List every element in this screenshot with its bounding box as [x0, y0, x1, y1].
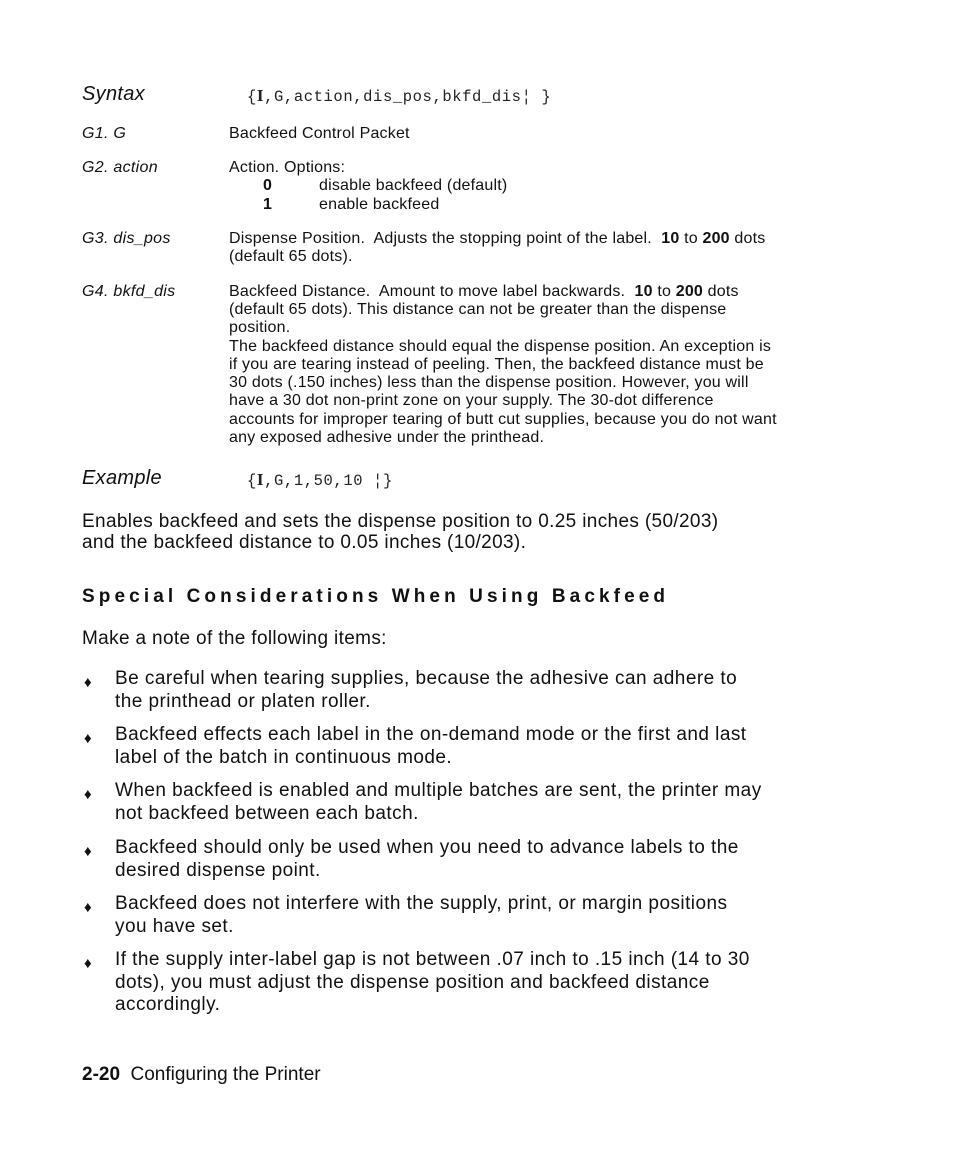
intro-text: Make a note of the following items: [82, 628, 387, 649]
field-desc-g3: Dispense Position. Adjusts the stopping point of the label. 10 to 200 dots [229, 230, 766, 247]
page-number: 2-20 [82, 1064, 121, 1085]
field-desc-g4: Backfeed Distance. Amount to move label backwards. 10 to 200 dots [229, 283, 739, 300]
field-desc-g2: Action. Options: [229, 159, 346, 176]
bullet-diamond-icon: ♦ [84, 843, 92, 860]
bullet-diamond-icon: ♦ [84, 899, 92, 916]
bullet-item: Backfeed should only be used when you need to advance labels to the desired dispense point. [115, 837, 739, 881]
option-text-0: disable backfeed (default) [319, 177, 508, 194]
bullet-item: Be careful when tearing supplies, because the adhesive can adhere to the printhead or platen roller. [115, 668, 738, 712]
page-footer [82, 1064, 321, 1086]
field-desc-g4-body: (default 65 dots). This distance can not be greater than the dispense position. The backfeed distance should equal the dispense position. An exception is if you are tearing instead of peeling. Then, the backfeed distance must be 30 dots (.150 inches) less than the dispense position. However, you will have a 30 dot non-print zone on your supply. The 30-dot difference accounts for improper tearing of butt cut supplies, because you do not want any exposed adhesive under the printhead. [229, 301, 777, 447]
example-label: Example [82, 467, 162, 489]
bullet-diamond-icon: ♦ [84, 955, 92, 972]
bullet-item: Backfeed effects each label in the on-demand mode or the first and last label of the batch in continuous mode. [115, 724, 747, 768]
example-command: {I,G,1,50,10 ¦} [247, 470, 393, 490]
section-heading: Special Considerations When Using Backfeed [82, 586, 670, 607]
syntax-label: Syntax [82, 83, 145, 105]
bullet-item: Backfeed does not interfere with the supply, print, or margin positions you have set. [115, 893, 728, 937]
bullet-diamond-icon: ♦ [84, 674, 92, 691]
field-name-g2: G2. action [82, 159, 158, 176]
syntax-command: {I,G,action,dis_pos,bkfd_dis¦ } [247, 86, 552, 106]
bullet-item: If the supply inter-label gap is not between .07 inch to .15 inch (14 to 30 dots), you must adjust the dispense position and backfeed distance accordingly. [115, 949, 750, 1015]
field-name-g1: G1. G [82, 125, 127, 142]
field-desc-g3-line2: (default 65 dots). [229, 248, 353, 265]
bullet-diamond-icon: ♦ [84, 730, 92, 747]
bullet-item: When backfeed is enabled and multiple batches are sent, the printer may not backfeed between each batch. [115, 780, 762, 824]
example-description: Enables backfeed and sets the dispense position to 0.25 inches (50/203) and the backfeed distance to 0.05 inches (10/203). [82, 511, 719, 553]
bullet-diamond-icon: ♦ [84, 786, 92, 803]
field-desc-g1: Backfeed Control Packet [229, 125, 410, 142]
option-text-1: enable backfeed [319, 196, 440, 213]
field-name-g4: G4. bkfd_dis [82, 283, 176, 300]
chapter-title: Configuring the Printer [130, 1064, 321, 1085]
field-name-g3: G3. dis_pos [82, 230, 171, 247]
option-value-1: 1 [263, 196, 272, 213]
option-value-0: 0 [263, 177, 272, 194]
